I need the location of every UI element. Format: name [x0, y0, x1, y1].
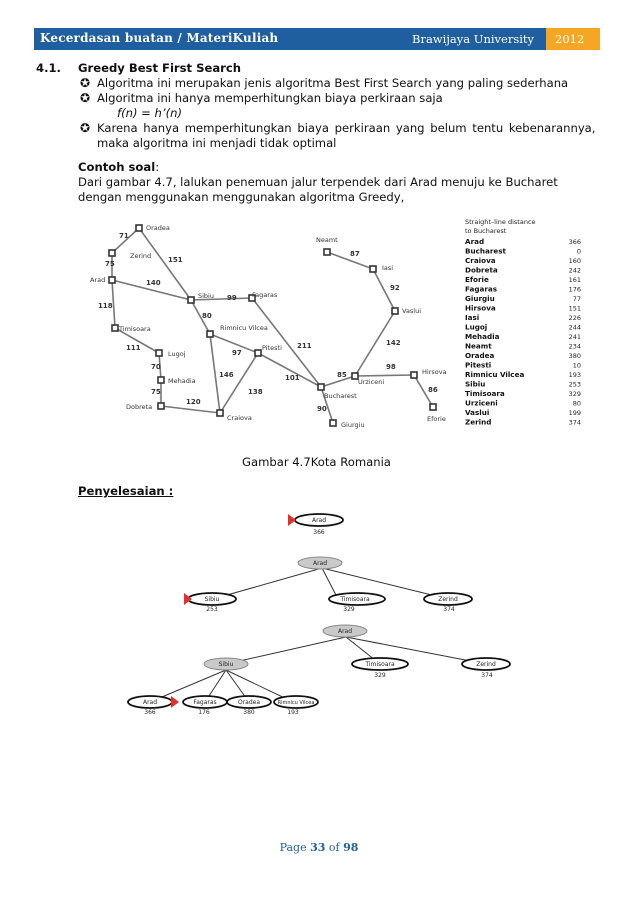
table-city: Neamt [465, 341, 492, 351]
city-label: Arad [90, 276, 106, 284]
tree-node: Rimnicu Vilcea [277, 700, 315, 706]
tree-node: Zerind [476, 661, 496, 668]
table-city: Iasi [465, 313, 480, 322]
table-distance: 151 [568, 304, 581, 313]
table-distance: 77 [572, 295, 581, 303]
table-distance: 80 [572, 399, 581, 408]
city-label: Oradea [146, 224, 170, 232]
footer-total-pages: 98 [343, 841, 359, 854]
tree-node: Timisoara [365, 661, 395, 668]
edge-cost: 87 [350, 250, 360, 258]
edge-cost: 75 [105, 260, 115, 268]
table-distance: 366 [568, 238, 581, 246]
tree-node: Timisoara [340, 596, 370, 603]
tree-node: Arad [337, 628, 353, 635]
table-city: Lugoj [465, 322, 488, 332]
table-distance: 244 [568, 323, 581, 332]
example-line-2: dengan menggunakan menggunakan algoritma Greedy, [78, 190, 405, 204]
tree-h: 374 [481, 672, 493, 679]
edge-cost: 111 [126, 344, 141, 352]
example-line-1: Dari gambar 4.7, lalukan penemuan jalur terpendek dari Arad menuju ke Bucharet [78, 175, 558, 189]
table-city: Zerind [465, 417, 492, 427]
table-city: Urziceni [465, 398, 498, 408]
city-label: Timisoara [119, 325, 151, 333]
edge-cost: 90 [317, 405, 327, 413]
edge-cost: 98 [386, 363, 396, 371]
table-city: Dobreta [465, 265, 498, 275]
city-label: Bucharest [324, 392, 357, 400]
figure-caption: Gambar 4.7Kota Romania [242, 455, 391, 469]
edge-cost: 99 [227, 294, 237, 302]
city-label: Pitesti [262, 344, 282, 352]
edge-cost: 120 [186, 398, 201, 406]
footer-page-number: 33 [310, 841, 326, 854]
tree-h: 329 [374, 672, 386, 679]
city-label: Craiova [227, 414, 252, 422]
table-city: Timisoara [465, 389, 505, 398]
footer-page-word: Page [279, 841, 307, 854]
table-distance: 253 [568, 380, 581, 389]
bullet-1-text: Algoritma ini merupakan jenis algoritma Best First Search yang paling sederhana [97, 76, 569, 90]
bullet-3-text-cont: maka algoritma ini menjadi tidak optimal [97, 136, 337, 150]
table-distance: 199 [568, 409, 581, 417]
table-distance: 329 [568, 390, 581, 398]
edge-cost: 80 [202, 312, 212, 320]
edge-cost: 118 [98, 302, 113, 310]
example-label-wrap: Contoh soal: [78, 160, 160, 174]
table-city: Bucharest [465, 246, 506, 256]
table-city: Arad [465, 237, 485, 246]
solution-label: Penyelesaian : [78, 484, 174, 498]
table-subtitle: to Bucharest [465, 227, 507, 235]
table-city: Mehadia [465, 332, 500, 341]
table-distance: 242 [568, 266, 581, 275]
edge-cost: 142 [386, 339, 401, 347]
bullet-2-text: Algoritma ini hanya memperhitungkan biaya perkiraan saja [97, 91, 443, 105]
bullet-icon: ✪ [80, 121, 91, 135]
city-label: Giurgiu [341, 421, 365, 429]
bullet-3-text: Karena hanya memperhitungkan biaya perkiraan yang belum tentu kebenarannya, [97, 121, 596, 135]
table-city: Hirsova [465, 303, 496, 313]
edge-cost: 86 [428, 386, 438, 394]
table-city: Giurgiu [465, 294, 495, 303]
table-city: Oradea [465, 351, 495, 360]
edge-cost: 75 [151, 388, 161, 396]
formula: f(n) = h’(n) [117, 106, 182, 120]
table-distance: 176 [568, 285, 581, 294]
city-label: Zerind [130, 252, 152, 260]
city-label: Hirsova [422, 368, 447, 376]
tree-h: 366 [144, 709, 156, 716]
edge-cost: 140 [146, 279, 161, 287]
table-distance: 234 [568, 342, 581, 351]
table-distance: 241 [568, 333, 581, 341]
table-distance: 380 [568, 352, 581, 360]
tree-h: 374 [443, 606, 455, 613]
tree-node: Zerind [438, 596, 458, 603]
table-city: Rimnicu Vilcea [465, 370, 525, 379]
tree-node: Sibiu [218, 661, 234, 668]
edge-cost: 92 [390, 284, 400, 292]
city-label: Rimnicu Vilcea [220, 324, 268, 332]
city-label: Iasi [382, 264, 394, 272]
header-university: Brawijaya University [412, 32, 535, 46]
edge-cost: 71 [119, 232, 129, 240]
tree-node: Fagaras [193, 699, 217, 706]
table-distance: 161 [568, 276, 581, 284]
tree-h: 176 [198, 709, 210, 716]
section-number: 4.1. [36, 61, 61, 75]
table-distance: 10 [572, 361, 581, 370]
tree-h: 380 [243, 709, 255, 716]
tree-h: 193 [287, 709, 299, 716]
table-city: Craiova [465, 256, 496, 265]
table-distance: 160 [568, 257, 581, 265]
table-city: Vaslui [465, 408, 490, 417]
distance-table [465, 237, 581, 427]
edge-cost: 101 [285, 374, 300, 382]
header-year: 2012 [555, 32, 585, 46]
edge-cost: 151 [168, 256, 183, 264]
edge-cost: 97 [232, 349, 242, 357]
table-city: Eforie [465, 275, 489, 284]
bullet-icon: ✪ [80, 76, 91, 90]
table-distance: 374 [568, 418, 581, 427]
city-label: Dobreta [126, 403, 153, 411]
city-label: Neamt [316, 236, 338, 244]
tree-h: 366 [313, 529, 325, 536]
table-distance: 226 [568, 314, 581, 322]
city-label: Urziceni [358, 378, 385, 386]
table-city: Sibiu [465, 379, 486, 389]
example-label: Contoh soal [78, 160, 156, 174]
footer-of-word: of [328, 841, 340, 854]
tree-h: 329 [343, 606, 355, 613]
tree-node: Arad [311, 517, 327, 524]
table-city: Pitesti [465, 360, 492, 370]
city-label: Sibiu [198, 292, 214, 300]
edge-cost: 70 [151, 363, 161, 371]
edge-cost: 211 [297, 342, 312, 350]
city-label: Fagaras [252, 291, 278, 299]
table-distance: 193 [568, 371, 581, 379]
tree-node: Oradea [237, 699, 261, 706]
bullet-icon: ✪ [80, 91, 91, 105]
table-title: Straight–line distance [465, 218, 536, 226]
city-label: Vaslui [402, 307, 422, 315]
tree-node: Arad [312, 560, 328, 567]
tree-node: Arad [142, 699, 158, 706]
table-city: Fagaras [465, 284, 498, 294]
city-label: Lugoj [168, 350, 186, 358]
table-distance: 0 [576, 247, 581, 256]
edge-cost: 146 [219, 371, 234, 379]
tree-h: 253 [206, 606, 218, 613]
edge-cost: 138 [248, 388, 263, 396]
page-footer [0, 841, 638, 854]
section-title: Greedy Best First Search [78, 61, 242, 75]
header-title: Kecerdasan buatan / MateriKuliah [40, 31, 279, 45]
tree-node: Sibiu [204, 596, 220, 603]
city-label: Eforie [427, 415, 446, 423]
city-label: Mehadia [168, 377, 196, 385]
edge-cost: 85 [337, 371, 347, 379]
